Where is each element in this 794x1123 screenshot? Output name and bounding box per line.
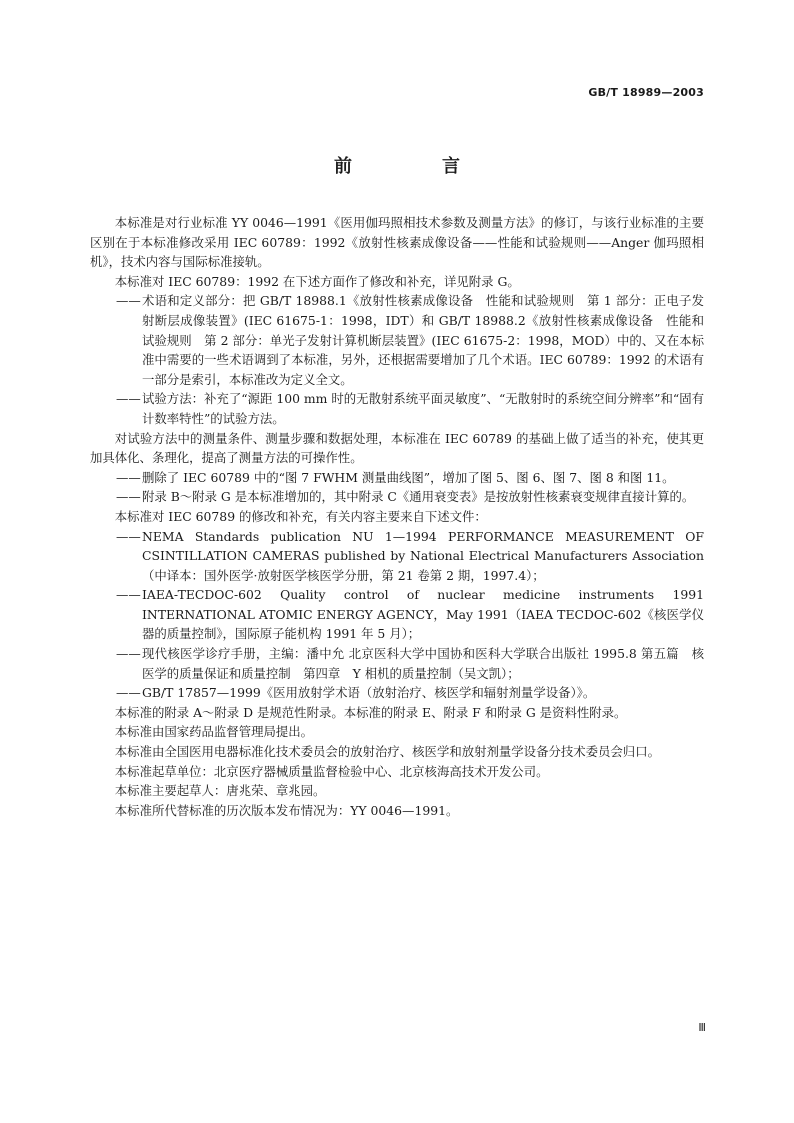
list-item-text: 附录 B～附录 G 是本标准增加的，其中附录 C《通用衰变表》是按放射性核素衰变规律直接计算的。 bbox=[142, 489, 695, 505]
list-item-text: IAEA-TECDOC-602 Quality control of nuclear medicine instruments 1991 INTERNATIONAL ATOMIC ENERGY AGENCY，May 1991（IAEA TECDOC-602《核医学仪器的质量控制》，国际原子能机构 1991 年 5 月）； bbox=[142, 587, 704, 642]
list-item-text: 删除了 IEC 60789 中的“图 7 FWHM 测量曲线图”，增加了图 5、图 6、图 7、图 8 和图 11。 bbox=[142, 469, 675, 485]
dash-mark: —— bbox=[116, 528, 141, 544]
dash-mark: —— bbox=[116, 469, 141, 485]
foreword-body bbox=[90, 213, 704, 820]
list-item-text: 试验方法：补充了“源距 100 mm 时的无散射系统平面灵敏度”、“无散射时的系统空间分辨率”和“固有计数率特性”的试验方法。 bbox=[142, 391, 704, 426]
standard-code: GB/T 18989—2003 bbox=[588, 86, 704, 99]
list-item-text: 术语和定义部分：把 GB/T 18988.1《放射性核素成像设备 性能和试验规则 第 1 部分：正电子发射断层成像装置》(IEC 61675-1：1998，IDT）和 GB/T 18988.2《放射性核素成像设备 性能和试验规则 第 2 部分：单光子发射计算机断层装置》(IEC 61675-2：1998，MOD）中的、又在本标准中需要的一些术语调到了本标准，另外，还根据需要增加了几个术语。IEC 60789：1992 的术语有一部分是索引，本标准改为定义全文。 bbox=[142, 293, 704, 387]
list-item bbox=[90, 585, 704, 644]
list-item bbox=[90, 389, 704, 428]
page-number: Ⅲ bbox=[698, 1021, 706, 1034]
list-item bbox=[90, 644, 704, 683]
paragraph: 本标准的附录 A～附录 D 是规范性附录。本标准的附录 E、附录 F 和附录 G 是资料性附录。 bbox=[114, 704, 627, 720]
list-item bbox=[90, 291, 704, 389]
list-item bbox=[90, 468, 704, 488]
list-item-text: NEMA Standards publication NU 1—1994 PERFORMANCE MEASUREMENT OF CSINTILLATION CAMERAS published by National Electrical Manufacturers Association（中译本：国外医学·放射医学核医学分册，第 21 卷第 2 期，1997.4）； bbox=[142, 528, 704, 583]
list-item bbox=[90, 683, 704, 703]
dash-mark: —— bbox=[116, 293, 141, 309]
dash-mark: —— bbox=[116, 489, 141, 505]
paragraph: 本标准由全国医用电器标准化技术委员会的放射治疗、核医学和放射剂量学设备分技术委员会归口。 bbox=[114, 744, 660, 760]
page-title: 前 言 bbox=[334, 156, 496, 177]
paragraph: 本标准对 IEC 60789 的修改和补充，有关内容主要来自下述文件： bbox=[114, 508, 487, 524]
paragraph: 本标准是对行业标准 YY 0046—1991《医用伽玛照相技术参数及测量方法》的修订，与该行业标准的主要区别在于本标准修改采用 IEC 60789：1992《放射性核素成像设备——性能和试验规则——Anger 伽玛照相机》，技术内容与国际标准接轨。 bbox=[90, 215, 704, 270]
paragraph: 本标准起草单位：北京医疗器械质量监督检验中心、北京核海高技术开发公司。 bbox=[114, 763, 549, 779]
paragraph: 本标准由国家药品监督管理局提出。 bbox=[114, 724, 314, 740]
dash-mark: —— bbox=[116, 391, 141, 407]
paragraph: 本标准主要起草人：唐兆荣、章兆园。 bbox=[114, 783, 326, 799]
paragraph: 本标准所代替标准的历次版本发布情况为：YY 0046—1991。 bbox=[114, 802, 459, 818]
dash-mark: —— bbox=[116, 646, 141, 662]
list-item bbox=[90, 487, 704, 507]
dash-mark: —— bbox=[116, 587, 141, 603]
paragraph: 对试验方法中的测量条件、测量步骤和数据处理，本标准在 IEC 60789 的基础上做了适当的补充，使其更加具体化、条理化，提高了测量方法的可操作性。 bbox=[90, 430, 704, 466]
list-item-text: GB/T 17857—1999《医用放射学术语（放射治疗、核医学和辐射剂量学设备）》。 bbox=[142, 685, 596, 701]
list-item bbox=[90, 527, 704, 586]
dash-mark: —— bbox=[116, 685, 141, 701]
list-item-text: 现代核医学诊疗手册，主编：潘中允 北京医科大学中国协和医科大学联合出版社 1995.8 第五篇 核医学的质量保证和质量控制 第四章 Y 相机的质量控制（吴文凯）； bbox=[142, 646, 704, 681]
paragraph: 本标准对 IEC 60789：1992 在下述方面作了修改和补充，详见附录 G。 bbox=[114, 273, 520, 289]
